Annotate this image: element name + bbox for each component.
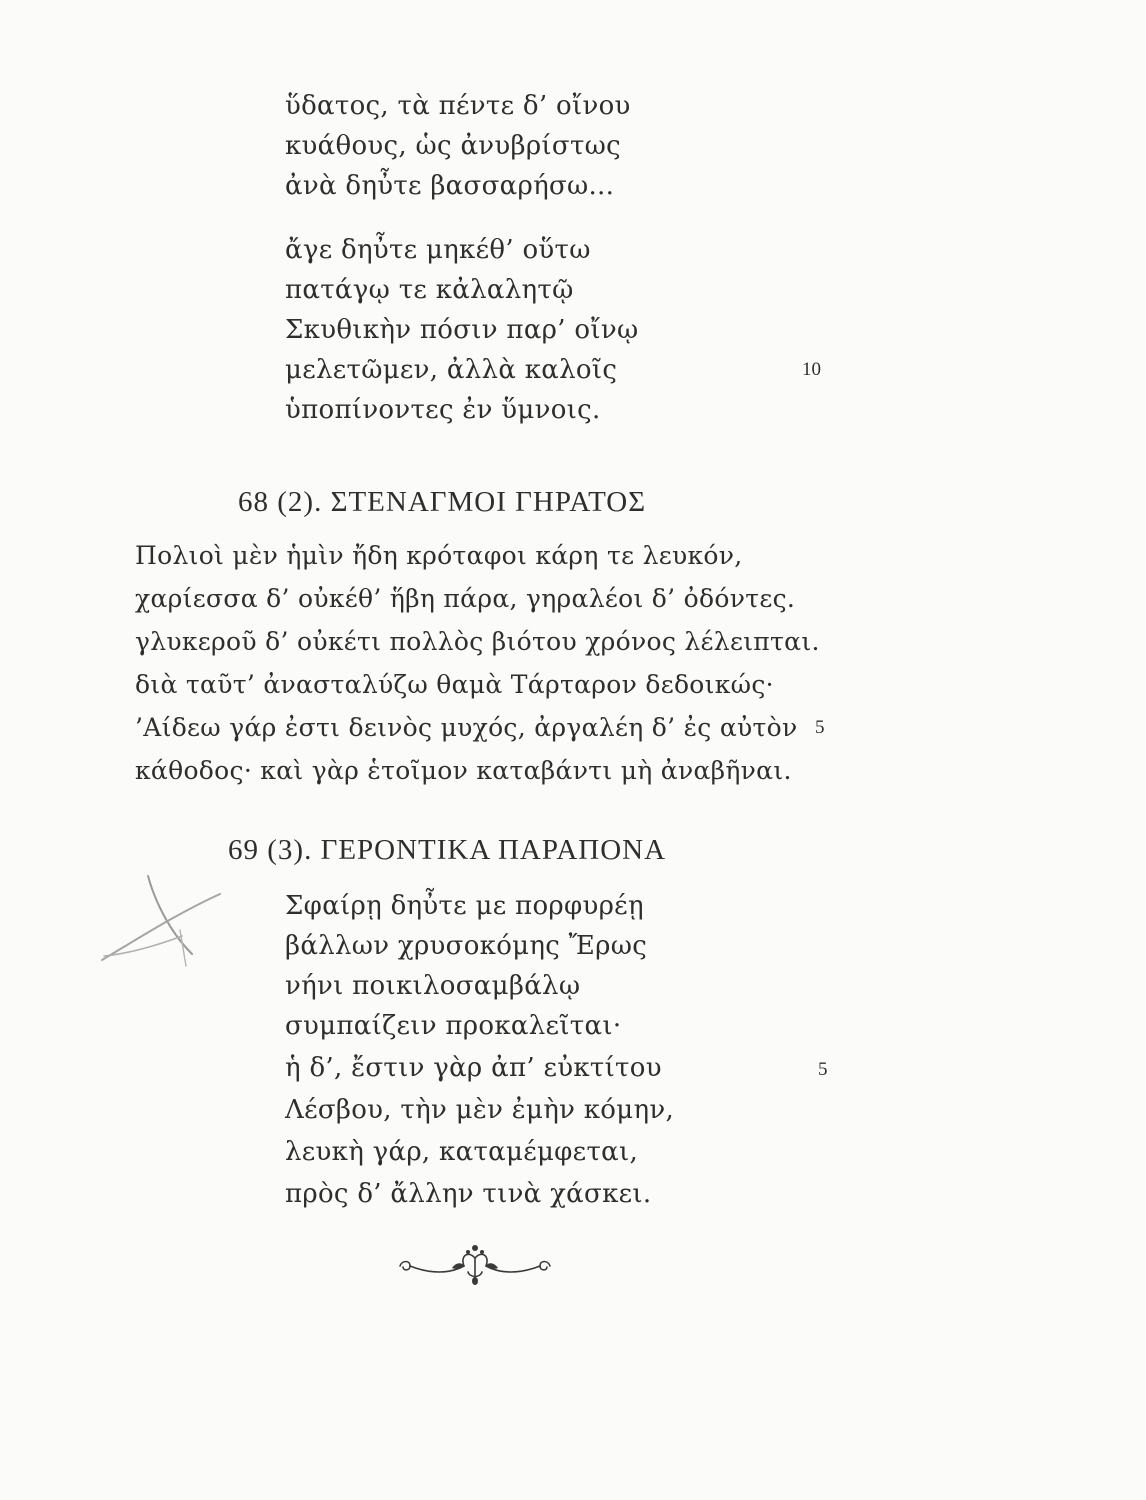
- verse-line: διὰ ταῦτ’ ἀνασταλύζω θαμὰ Τάρταρον δεδοικώς·: [135, 670, 774, 699]
- verse-line: λευκὴ γάρ, καταμέμφεται,: [285, 1137, 639, 1167]
- verse-line: κάθοδος· καὶ γὰρ ἑτοῖμον καταβάντι μὴ ἀναβῆναι.: [135, 756, 792, 785]
- verse-line: ἄγε δηὖτε μηκέθ’ οὕτω: [285, 235, 591, 265]
- verse-line: ἡ δ’, ἔστιν γὰρ ἀπ’ εὐκτίτου: [285, 1053, 662, 1083]
- line-number: 5: [818, 1059, 828, 1080]
- section-heading: 68 (2). ΣΤΕΝΑΓΜΟΙ ΓΗΡΑΤΟΣ: [238, 486, 647, 518]
- verse-line: βάλλων χρυσοκόμης Ἔρως: [285, 931, 648, 961]
- section-heading: 69 (3). ΓΕΡΟΝΤΙΚΑ ΠΑΡΑΠΟΝΑ: [228, 834, 667, 866]
- verse-line: χαρίεσσα δ’ οὐκέθ’ ἥβη πάρα, γηραλέοι δ’ ὀδόντες.: [135, 584, 796, 613]
- verse-line: γλυκεροῦ δ’ οὐκέτι πολλὸς βιότου χρόνος λέλειπται.: [135, 627, 820, 656]
- verse-line: Σφαίρῃ δηὖτε με πορφυρέῃ: [285, 891, 644, 921]
- pencil-mark-icon: [96, 870, 226, 970]
- verse-line: Πολιοὶ μὲν ἡμὶν ἤδη κρόταφοι κάρη τε λευκόν,: [135, 541, 743, 570]
- verse-line: πρὸς δ’ ἄλλην τινὰ χάσκει.: [285, 1179, 652, 1209]
- verse-line: συμπαίζειν προκαλεῖται·: [285, 1011, 622, 1041]
- verse-line: ’Αίδεω γάρ ἐστι δεινὸς μυχός, ἀργαλέη δ’ ἐς αὐτὸν: [135, 713, 798, 742]
- verse-line: ἀνὰ δηὖτε βασσαρήσω...: [285, 171, 615, 201]
- line-number: 10: [802, 359, 821, 380]
- verse-line: κυάθους, ὡς ἀνυβρίστως: [285, 131, 622, 161]
- verse-line: νήνι ποικιλοσαμβάλῳ: [285, 971, 581, 1001]
- fleuron-ornament-icon: [390, 1238, 560, 1288]
- verse-line: ὑποπίνοντες ἐν ὕμνοις.: [285, 395, 601, 425]
- verse-line: πατάγῳ τε κἀλαλητῷ: [285, 275, 574, 305]
- verse-line: Σκυθικὴν πόσιν παρ’ οἴνῳ: [285, 315, 639, 345]
- verse-line: ὕδατος, τὰ πέντε δ’ οἴνου: [285, 91, 631, 121]
- line-number: 5: [815, 717, 825, 738]
- verse-line: μελετῶμεν, ἀλλὰ καλοῖς: [285, 355, 618, 385]
- verse-line: Λέσβου, τὴν μὲν ἐμὴν κόμην,: [285, 1095, 675, 1125]
